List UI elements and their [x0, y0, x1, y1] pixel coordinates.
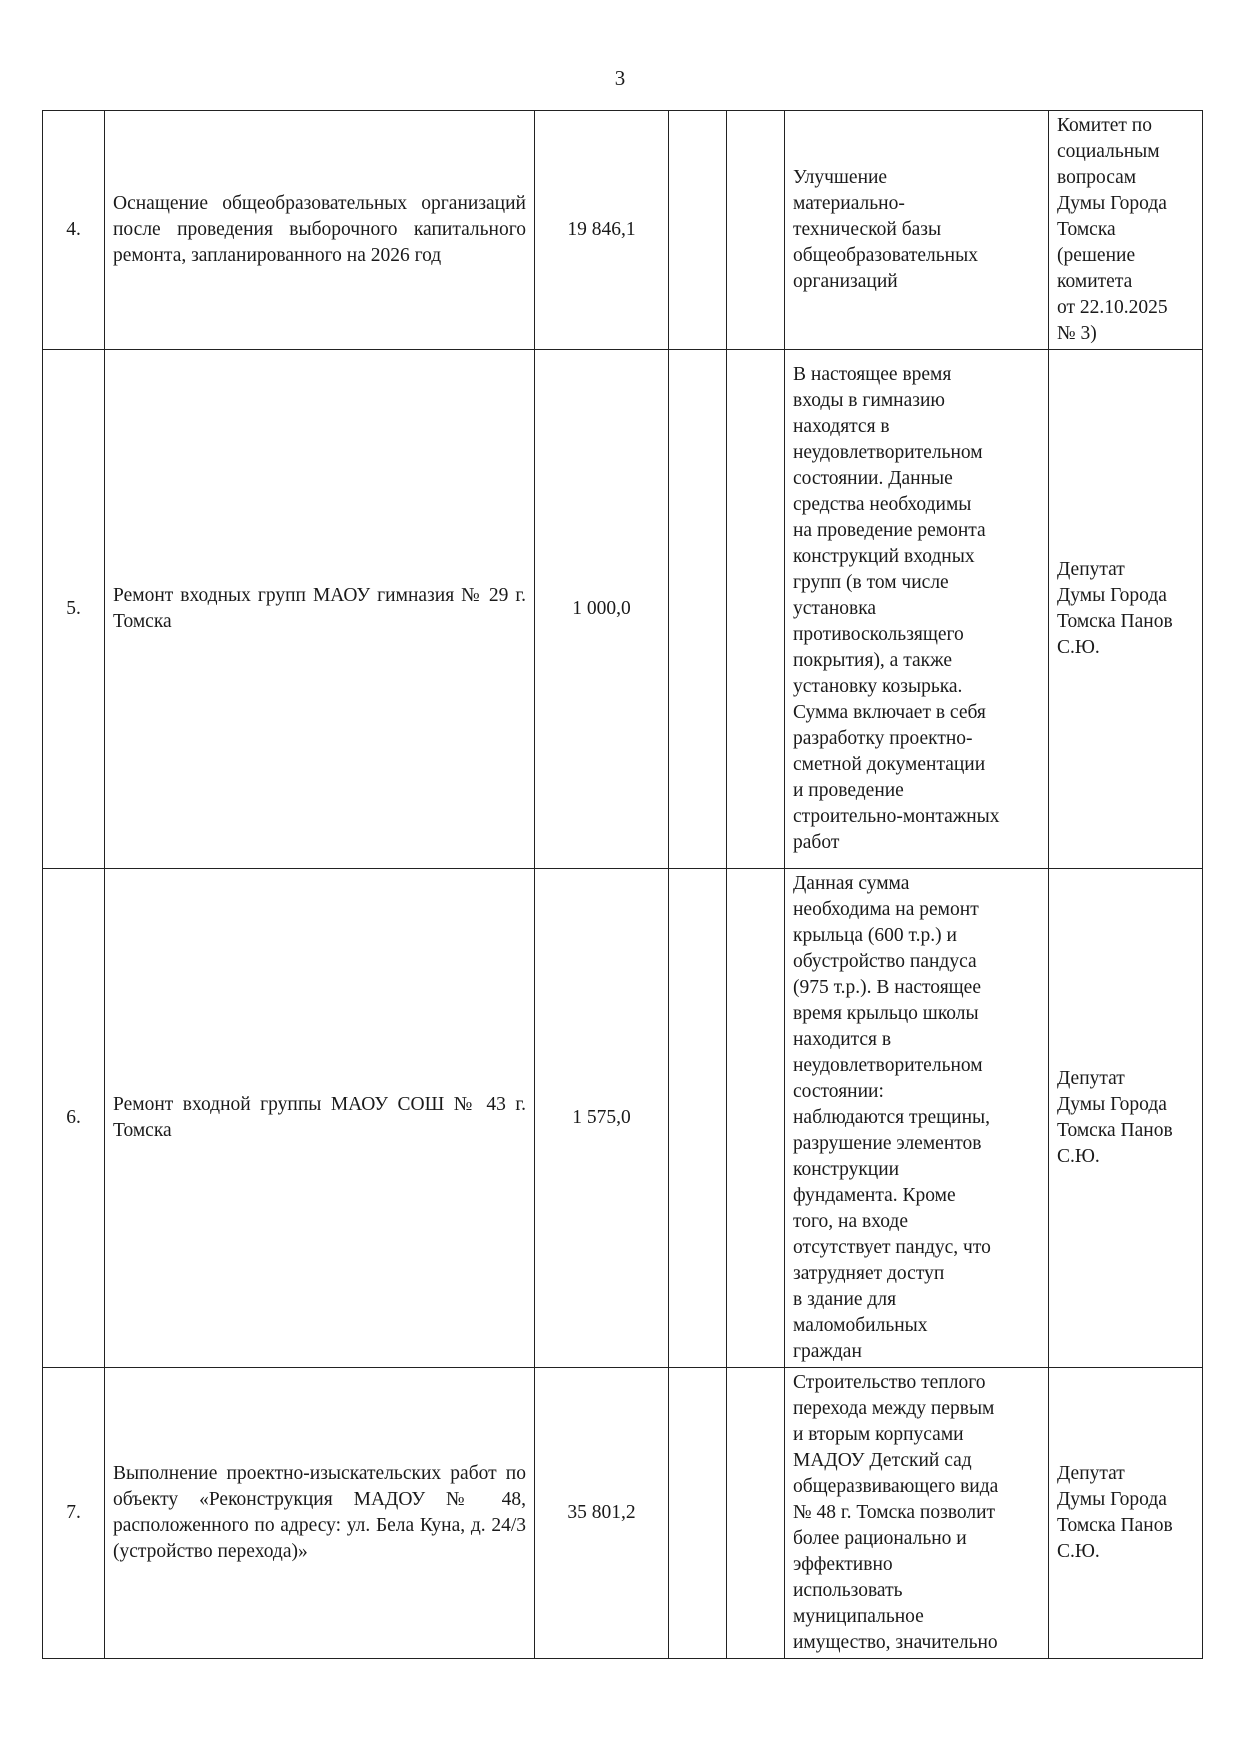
empty-cell [727, 350, 785, 869]
item-amount: 1 000,0 [535, 350, 669, 869]
row-number: 5. [43, 350, 105, 869]
empty-cell [669, 1368, 727, 1659]
empty-cell [727, 111, 785, 350]
row-number: 4. [43, 111, 105, 350]
item-justification: В настоящее время входы в гимназию находятся в неудовлетворительном состоянии. Данные средства необходимы на проведение ремонта конструкций входных групп (в том числе установка противоскользящего покрытия), а также установку козырька. Сумма включает в себя разработку проектно- сметной документации и проведение строительно-монтажных работ [785, 350, 1049, 869]
item-amount: 1 575,0 [535, 869, 669, 1368]
item-name: Оснащение общеобразовательных организаций после проведения выборочного капитального ремонта, запланированного на 2026 год [105, 111, 535, 350]
page-number: 3 [614, 66, 626, 90]
table-row [43, 869, 1203, 1368]
item-initiator: Депутат Думы Города Томска Панов С.Ю. [1049, 869, 1203, 1368]
item-amount: 35 801,2 [535, 1368, 669, 1659]
table-row [43, 350, 1203, 869]
empty-cell [669, 350, 727, 869]
table-row [43, 111, 1203, 350]
empty-cell [727, 869, 785, 1368]
table-row [43, 1368, 1203, 1659]
budget-table [42, 110, 1203, 1659]
row-number: 6. [43, 869, 105, 1368]
item-initiator: Комитет по социальным вопросам Думы Города Томска (решение комитета от 22.10.2025 № 3) [1049, 111, 1203, 350]
empty-cell [727, 1368, 785, 1659]
item-name: Ремонт входной группы МАОУ СОШ № 43 г. Томска [105, 869, 535, 1368]
empty-cell [669, 869, 727, 1368]
item-amount: 19 846,1 [535, 111, 669, 350]
row-number: 7. [43, 1368, 105, 1659]
item-name: Выполнение проектно-изыскательских работ по объекту «Реконструкция МАДОУ № 48, расположенного по адресу: ул. Бела Куна, д. 24/3 (устройство перехода)» [105, 1368, 535, 1659]
item-justification: Улучшение материально- технической базы общеобразовательных организаций [785, 111, 1049, 350]
item-initiator: Депутат Думы Города Томска Панов С.Ю. [1049, 1368, 1203, 1659]
item-justification: Данная сумма необходима на ремонт крыльца (600 т.р.) и обустройство пандуса (975 т.р.). В настоящее время крыльцо школы находится в неудовлетворительном состоянии: наблюдаются трещины, разрушение элементов конструкции фундамента. Кроме того, на входе отсутствует пандус, что затрудняет доступ в здание для маломобильных граждан [785, 869, 1049, 1368]
item-initiator: Депутат Думы Города Томска Панов С.Ю. [1049, 350, 1203, 869]
item-justification: Строительство теплого перехода между первым и вторым корпусами МАДОУ Детский сад общеразвивающего вида № 48 г. Томска позволит более рационально и эффективно использовать муниципальное имущество, значительно [785, 1368, 1049, 1659]
empty-cell [669, 111, 727, 350]
item-name: Ремонт входных групп МАОУ гимназия № 29 г. Томска [105, 350, 535, 869]
